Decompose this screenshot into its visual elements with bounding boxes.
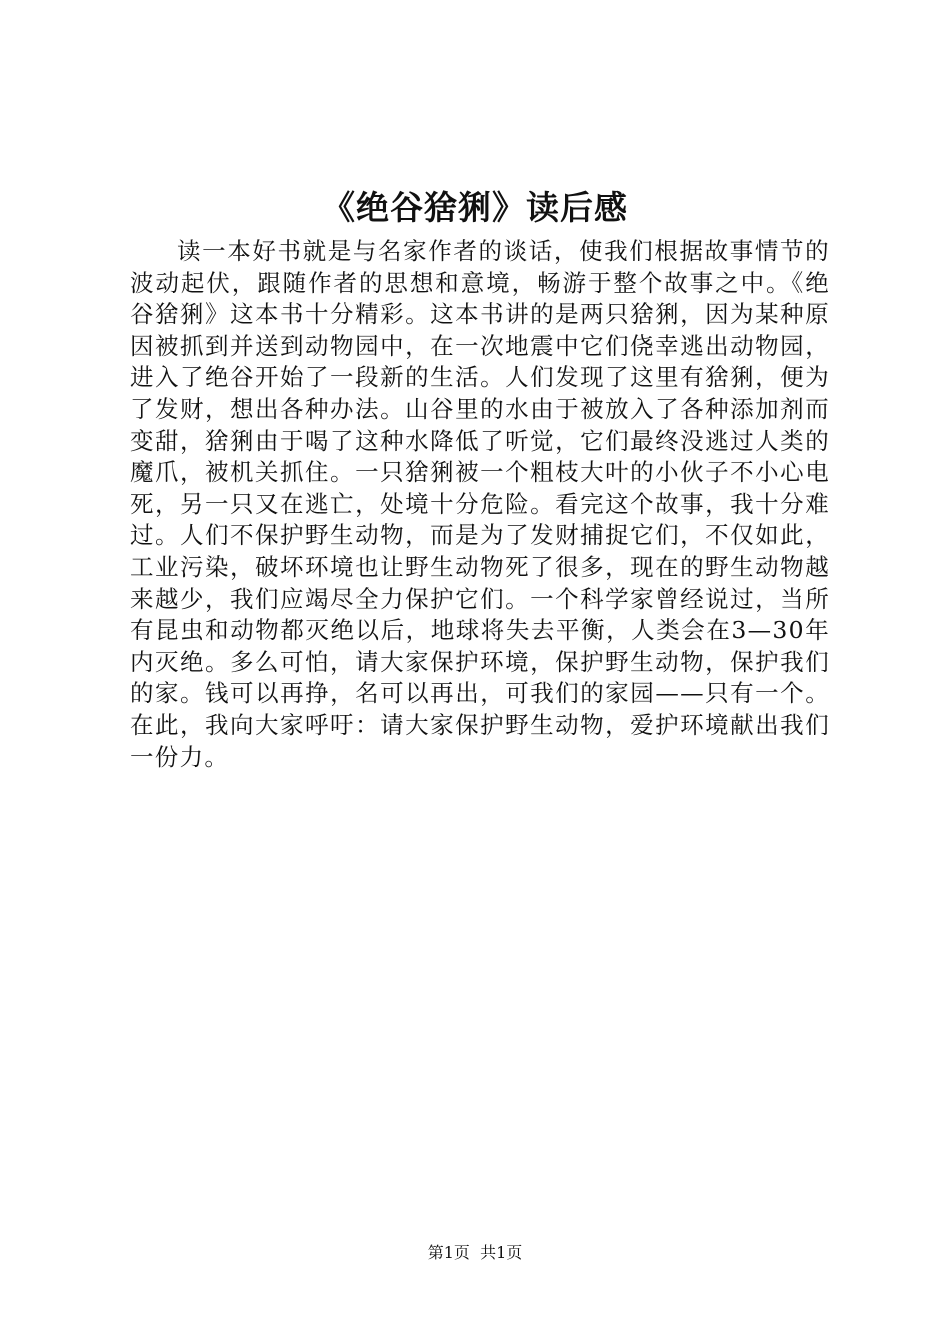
page-total: 共1页 xyxy=(480,1243,523,1262)
document-title: 《绝谷猞猁》读后感 xyxy=(322,188,628,227)
page-number: 第1页 xyxy=(427,1243,470,1262)
footer-separator xyxy=(470,1243,480,1262)
document-body-paragraph: 读一本好书就是与名家作者的谈话，使我们根据故事情节的波动起伏，跟随作者的思想和意境，畅游于整个故事之中。《绝谷猞猁》这本书十分精彩。这本书讲的是两只猞猁，因为某种原因被抓到并送到动物园中，在一次地震中它们侥幸逃出动物园，进入了绝谷开始了一段新的生活。人们发现了这里有猞猁，便为了发财，想出各种办法。山谷里的水由于被放入了各种添加剂而变甜，猞猁由于喝了这种水降低了听觉，它们最终没逃过人类的魔爪，被机关抓住。一只猞猁被一个粗枝大叶的小伙子不小心电死，另一只又在逃亡，处境十分危险。看完这个故事，我十分难过。人们不保护野生动物，而是为了发财捕捉它们，不仅如此，工业污染，破坏环境也让野生动物死了很多，现在的野生动物越来越少，我们应竭尽全力保护它们。一个科学家曾经说过，当所有昆虫和动物都灭绝以后，地球将失去平衡，人类会在3—30年内灭绝。多么可怕，请大家保护环境，保护野生动物，保护我们的家。钱可以再挣，名可以再出，可我们的家园——只有一个。在此，我向大家呼吁：请大家保护野生动物，爱护环境献出我们一份力。 xyxy=(130,237,830,771)
page-footer xyxy=(0,1243,950,1263)
